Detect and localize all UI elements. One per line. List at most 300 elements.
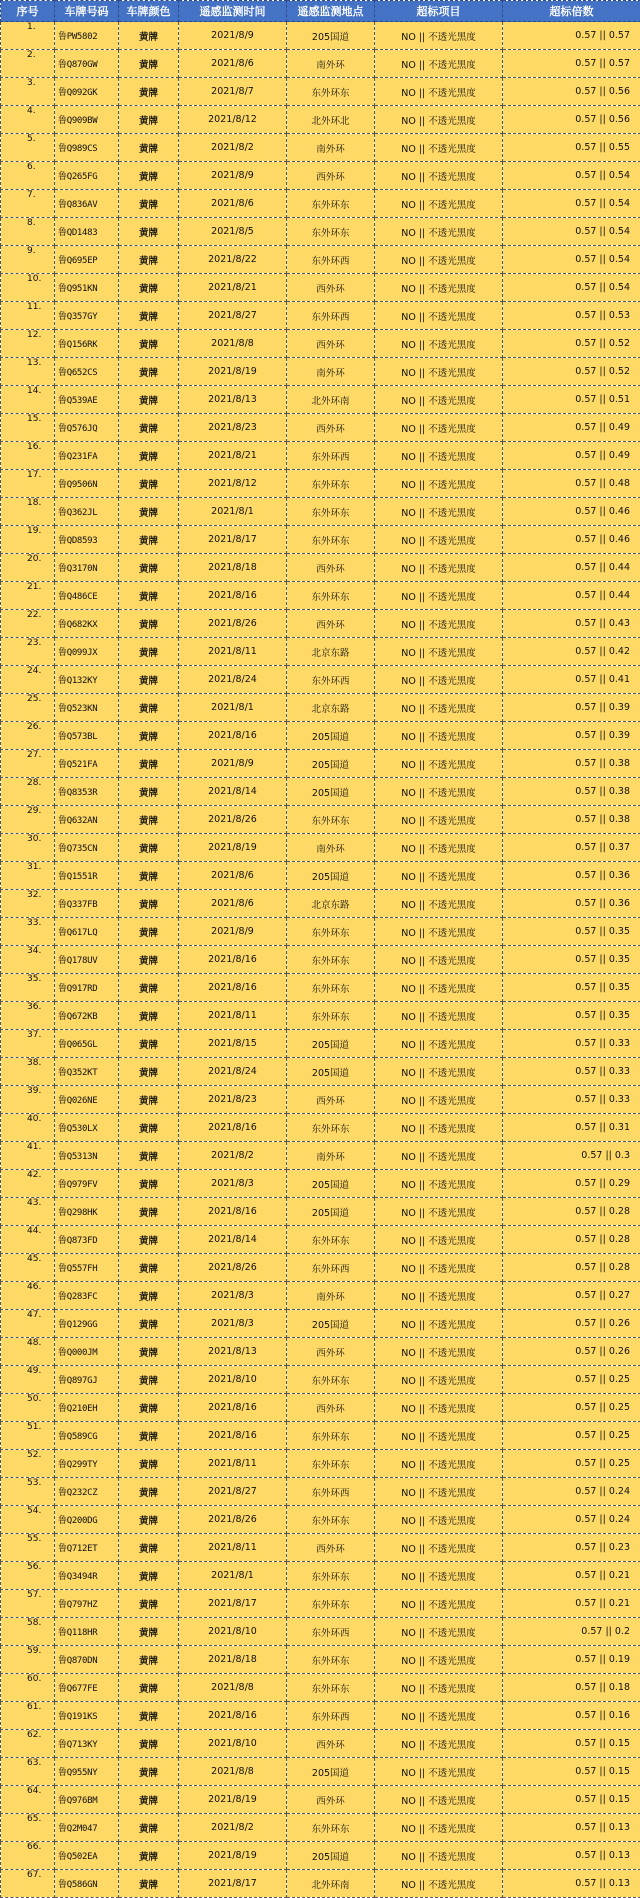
- cell-exceed-item: NO || 不透光黑度: [375, 1870, 503, 1898]
- table-row: [1, 1674, 640, 1702]
- cell-plate-color: 黄牌: [119, 274, 179, 302]
- cell-serial-number: 23.: [1, 638, 55, 666]
- cell-monitor-date: 2021/8/16: [179, 1394, 287, 1422]
- cell-monitor-location: 东外环东: [287, 78, 375, 106]
- cell-monitor-location: 东外环西: [287, 1618, 375, 1646]
- cell-exceed-item: NO || 不透光黑度: [375, 582, 503, 610]
- cell-serial-number: 4.: [1, 106, 55, 134]
- cell-monitor-location: 西外环: [287, 554, 375, 582]
- cell-exceed-item: NO || 不透光黑度: [375, 1030, 503, 1058]
- cell-serial-number: 65.: [1, 1814, 55, 1842]
- cell-plate-number: 鲁Q232CZ: [55, 1478, 119, 1506]
- header-monitor-location: 遥感监测地点: [287, 1, 375, 22]
- cell-plate-number: 鲁PW5802: [55, 22, 119, 50]
- cell-plate-color: 黄牌: [119, 974, 179, 1002]
- cell-serial-number: 38.: [1, 1058, 55, 1086]
- cell-monitor-date: 2021/8/13: [179, 1338, 287, 1366]
- cell-monitor-location: 东外环东: [287, 582, 375, 610]
- cell-plate-color: 黄牌: [119, 918, 179, 946]
- cell-exceed-item: NO || 不透光黑度: [375, 918, 503, 946]
- cell-monitor-location: 南外环: [287, 1282, 375, 1310]
- table-row: [1, 1618, 640, 1646]
- table-row: [1, 1394, 640, 1422]
- cell-exceed-multiple: 0.57 || 0.54: [503, 246, 640, 274]
- cell-exceed-multiple: 0.57 || 0.28: [503, 1198, 640, 1226]
- cell-exceed-item: NO || 不透光黑度: [375, 890, 503, 918]
- cell-plate-color: 黄牌: [119, 1002, 179, 1030]
- cell-plate-color: 黄牌: [119, 190, 179, 218]
- cell-monitor-location: 北京东路: [287, 890, 375, 918]
- table-row: [1, 1254, 640, 1282]
- cell-monitor-date: 2021/8/8: [179, 1758, 287, 1786]
- cell-exceed-item: NO || 不透光黑度: [375, 1338, 503, 1366]
- header-plate-number: 车牌号码: [55, 1, 119, 22]
- cell-plate-number: 鲁Q2M047: [55, 1814, 119, 1842]
- cell-monitor-location: 东外环东: [287, 218, 375, 246]
- cell-serial-number: 22.: [1, 610, 55, 638]
- cell-exceed-item: NO || 不透光黑度: [375, 330, 503, 358]
- cell-plate-color: 黄牌: [119, 358, 179, 386]
- cell-plate-number: 鲁Q118HR: [55, 1618, 119, 1646]
- cell-exceed-item: NO || 不透光黑度: [375, 1702, 503, 1730]
- cell-monitor-location: 东外环东: [287, 974, 375, 1002]
- cell-plate-number: 鲁Q951KN: [55, 274, 119, 302]
- cell-monitor-date: 2021/8/2: [179, 1814, 287, 1842]
- cell-monitor-location: 西外环: [287, 1534, 375, 1562]
- table-row: [1, 218, 640, 246]
- cell-monitor-location: 东外环东: [287, 1590, 375, 1618]
- cell-exceed-item: NO || 不透光黑度: [375, 1142, 503, 1170]
- table-row: [1, 554, 640, 582]
- cell-exceed-item: NO || 不透光黑度: [375, 1086, 503, 1114]
- cell-exceed-item: NO || 不透光黑度: [375, 694, 503, 722]
- cell-exceed-multiple: 0.57 || 0.27: [503, 1282, 640, 1310]
- cell-serial-number: 14.: [1, 386, 55, 414]
- cell-plate-color: 黄牌: [119, 386, 179, 414]
- cell-monitor-location: 西外环: [287, 162, 375, 190]
- cell-serial-number: 54.: [1, 1506, 55, 1534]
- cell-serial-number: 67.: [1, 1870, 55, 1898]
- cell-plate-number: 鲁Q712ET: [55, 1534, 119, 1562]
- cell-plate-color: 黄牌: [119, 1394, 179, 1422]
- cell-exceed-item: NO || 不透光黑度: [375, 218, 503, 246]
- cell-monitor-location: 205国道: [287, 1058, 375, 1086]
- cell-monitor-location: 东外环东: [287, 1002, 375, 1030]
- cell-exceed-multiple: 0.57 || 0.44: [503, 554, 640, 582]
- cell-exceed-multiple: 0.57 || 0.54: [503, 274, 640, 302]
- cell-serial-number: 16.: [1, 442, 55, 470]
- cell-plate-color: 黄牌: [119, 554, 179, 582]
- cell-plate-number: 鲁Q617LQ: [55, 918, 119, 946]
- cell-monitor-location: 东外环东: [287, 1226, 375, 1254]
- cell-monitor-location: 西外环: [287, 1086, 375, 1114]
- cell-monitor-location: 东外环东: [287, 470, 375, 498]
- cell-plate-number: 鲁Q557FH: [55, 1254, 119, 1282]
- table-row: [1, 1058, 640, 1086]
- cell-plate-color: 黄牌: [119, 1786, 179, 1814]
- cell-plate-number: 鲁Q283FC: [55, 1282, 119, 1310]
- cell-exceed-item: NO || 不透光黑度: [375, 1002, 503, 1030]
- cell-serial-number: 49.: [1, 1366, 55, 1394]
- cell-plate-color: 黄牌: [119, 1310, 179, 1338]
- cell-monitor-date: 2021/8/11: [179, 1450, 287, 1478]
- cell-monitor-location: 东外环西: [287, 666, 375, 694]
- cell-exceed-item: NO || 不透光黑度: [375, 1562, 503, 1590]
- cell-plate-number: 鲁Q523KN: [55, 694, 119, 722]
- cell-exceed-item: NO || 不透光黑度: [375, 358, 503, 386]
- cell-exceed-multiple: 0.57 || 0.21: [503, 1590, 640, 1618]
- table-row: [1, 834, 640, 862]
- cell-exceed-item: NO || 不透光黑度: [375, 1478, 503, 1506]
- cell-monitor-date: 2021/8/8: [179, 330, 287, 358]
- cell-monitor-date: 2021/8/2: [179, 134, 287, 162]
- cell-exceed-item: NO || 不透光黑度: [375, 1786, 503, 1814]
- cell-plate-number: 鲁Q099JX: [55, 638, 119, 666]
- table-row: [1, 1646, 640, 1674]
- cell-plate-number: 鲁Q065GL: [55, 1030, 119, 1058]
- table-row: [1, 1086, 640, 1114]
- cell-serial-number: 12.: [1, 330, 55, 358]
- cell-monitor-location: 205国道: [287, 1030, 375, 1058]
- table-row: [1, 330, 640, 358]
- cell-monitor-location: 205国道: [287, 722, 375, 750]
- cell-monitor-date: 2021/8/27: [179, 302, 287, 330]
- cell-plate-color: 黄牌: [119, 1226, 179, 1254]
- cell-exceed-item: NO || 不透光黑度: [375, 1114, 503, 1142]
- cell-exceed-multiple: 0.57 || 0.35: [503, 974, 640, 1002]
- cell-plate-color: 黄牌: [119, 414, 179, 442]
- cell-monitor-location: 东外环东: [287, 806, 375, 834]
- cell-exceed-item: NO || 不透光黑度: [375, 1170, 503, 1198]
- header-exceed-item: 超标项目: [375, 1, 503, 22]
- cell-serial-number: 18.: [1, 498, 55, 526]
- cell-monitor-date: 2021/8/2: [179, 1142, 287, 1170]
- cell-serial-number: 19.: [1, 526, 55, 554]
- table-row: [1, 190, 640, 218]
- cell-monitor-location: 东外环东: [287, 1562, 375, 1590]
- cell-plate-color: 黄牌: [119, 638, 179, 666]
- cell-monitor-location: 北京东路: [287, 638, 375, 666]
- cell-monitor-location: 北京东路: [287, 694, 375, 722]
- cell-monitor-location: 东外环东: [287, 1114, 375, 1142]
- cell-exceed-item: NO || 不透光黑度: [375, 1758, 503, 1786]
- cell-plate-color: 黄牌: [119, 666, 179, 694]
- cell-plate-number: 鲁Q836AV: [55, 190, 119, 218]
- header-exceed-multiple: 超标倍数: [503, 1, 640, 22]
- cell-plate-number: 鲁Q129GG: [55, 1310, 119, 1338]
- cell-plate-number: 鲁Q502EA: [55, 1842, 119, 1870]
- cell-exceed-multiple: 0.57 || 0.56: [503, 106, 640, 134]
- cell-serial-number: 61.: [1, 1702, 55, 1730]
- cell-serial-number: 29.: [1, 806, 55, 834]
- cell-exceed-multiple: 0.57 || 0.29: [503, 1170, 640, 1198]
- cell-exceed-multiple: 0.57 || 0.28: [503, 1226, 640, 1254]
- table-row: [1, 106, 640, 134]
- cell-monitor-date: 2021/8/16: [179, 946, 287, 974]
- cell-exceed-multiple: 0.57 || 0.24: [503, 1478, 640, 1506]
- cell-monitor-date: 2021/8/18: [179, 554, 287, 582]
- cell-plate-color: 黄牌: [119, 1254, 179, 1282]
- table-row: [1, 1310, 640, 1338]
- cell-serial-number: 6.: [1, 162, 55, 190]
- cell-exceed-multiple: 0.57 || 0.41: [503, 666, 640, 694]
- table-row: [1, 918, 640, 946]
- cell-plate-color: 黄牌: [119, 862, 179, 890]
- cell-monitor-location: 东外环东: [287, 946, 375, 974]
- cell-plate-color: 黄牌: [119, 1562, 179, 1590]
- table-header: [1, 1, 640, 22]
- cell-monitor-date: 2021/8/19: [179, 1842, 287, 1870]
- cell-monitor-location: 205国道: [287, 1198, 375, 1226]
- cell-monitor-date: 2021/8/17: [179, 1870, 287, 1898]
- cell-plate-number: 鲁Q672KB: [55, 1002, 119, 1030]
- cell-monitor-location: 205国道: [287, 1170, 375, 1198]
- cell-exceed-item: NO || 不透光黑度: [375, 1674, 503, 1702]
- cell-plate-number: 鲁Q586GN: [55, 1870, 119, 1898]
- cell-plate-number: 鲁Q8353R: [55, 778, 119, 806]
- cell-serial-number: 37.: [1, 1030, 55, 1058]
- table-row: [1, 526, 640, 554]
- cell-monitor-date: 2021/8/9: [179, 22, 287, 50]
- cell-exceed-multiple: 0.57 || 0.46: [503, 526, 640, 554]
- cell-monitor-location: 东外环东: [287, 1814, 375, 1842]
- cell-serial-number: 62.: [1, 1730, 55, 1758]
- cell-monitor-location: 东外环东: [287, 498, 375, 526]
- cell-plate-number: 鲁Q870GW: [55, 50, 119, 78]
- cell-monitor-date: 2021/8/19: [179, 1786, 287, 1814]
- cell-plate-color: 黄牌: [119, 498, 179, 526]
- cell-exceed-item: NO || 不透光黑度: [375, 610, 503, 638]
- table-row: [1, 78, 640, 106]
- cell-plate-color: 黄牌: [119, 1450, 179, 1478]
- cell-serial-number: 44.: [1, 1226, 55, 1254]
- cell-plate-number: 鲁Q797HZ: [55, 1590, 119, 1618]
- table-row: [1, 442, 640, 470]
- cell-monitor-date: 2021/8/10: [179, 1366, 287, 1394]
- table-row: [1, 750, 640, 778]
- cell-monitor-date: 2021/8/16: [179, 1198, 287, 1226]
- cell-plate-color: 黄牌: [119, 946, 179, 974]
- cell-exceed-item: NO || 不透光黑度: [375, 386, 503, 414]
- cell-plate-number: 鲁Q1551R: [55, 862, 119, 890]
- cell-plate-number: 鲁Q539AE: [55, 386, 119, 414]
- cell-serial-number: 47.: [1, 1310, 55, 1338]
- cell-monitor-date: 2021/8/10: [179, 1730, 287, 1758]
- cell-plate-number: 鲁Q909BW: [55, 106, 119, 134]
- table-row: [1, 1422, 640, 1450]
- cell-serial-number: 57.: [1, 1590, 55, 1618]
- cell-monitor-location: 南外环: [287, 1142, 375, 1170]
- cell-exceed-multiple: 0.57 || 0.25: [503, 1422, 640, 1450]
- cell-serial-number: 9.: [1, 246, 55, 274]
- cell-plate-color: 黄牌: [119, 834, 179, 862]
- cell-monitor-location: 东外环西: [287, 246, 375, 274]
- cell-serial-number: 56.: [1, 1562, 55, 1590]
- cell-plate-number: 鲁Q231FA: [55, 442, 119, 470]
- cell-exceed-item: NO || 不透光黑度: [375, 1282, 503, 1310]
- header-serial-number: 序号: [1, 1, 55, 22]
- cell-exceed-multiple: 0.57 || 0.54: [503, 218, 640, 246]
- cell-exceed-multiple: 0.57 || 0.43: [503, 610, 640, 638]
- cell-plate-number: 鲁QD1483: [55, 218, 119, 246]
- cell-serial-number: 34.: [1, 946, 55, 974]
- cell-exceed-item: NO || 不透光黑度: [375, 274, 503, 302]
- table-row: [1, 1450, 640, 1478]
- cell-plate-number: 鲁Q265FG: [55, 162, 119, 190]
- cell-plate-number: 鲁Q976BM: [55, 1786, 119, 1814]
- cell-monitor-location: 西外环: [287, 330, 375, 358]
- cell-plate-color: 黄牌: [119, 806, 179, 834]
- cell-exceed-item: NO || 不透光黑度: [375, 1310, 503, 1338]
- cell-monitor-date: 2021/8/18: [179, 1646, 287, 1674]
- cell-exceed-item: NO || 不透光黑度: [375, 22, 503, 50]
- cell-monitor-location: 东外环东: [287, 1366, 375, 1394]
- cell-plate-color: 黄牌: [119, 1478, 179, 1506]
- cell-monitor-location: 北外环北: [287, 106, 375, 134]
- cell-monitor-location: 东外环东: [287, 190, 375, 218]
- table-row: [1, 50, 640, 78]
- table-row: [1, 1730, 640, 1758]
- cell-exceed-multiple: 0.57 || 0.46: [503, 498, 640, 526]
- cell-exceed-multiple: 0.57 || 0.16: [503, 1702, 640, 1730]
- cell-exceed-multiple: 0.57 || 0.55: [503, 134, 640, 162]
- cell-exceed-item: NO || 不透光黑度: [375, 834, 503, 862]
- cell-plate-color: 黄牌: [119, 302, 179, 330]
- table-row: [1, 890, 640, 918]
- cell-serial-number: 32.: [1, 890, 55, 918]
- cell-exceed-multiple: 0.57 || 0.2: [503, 1618, 640, 1646]
- cell-plate-color: 黄牌: [119, 1198, 179, 1226]
- cell-monitor-location: 西外环: [287, 1394, 375, 1422]
- table-row: [1, 638, 640, 666]
- cell-serial-number: 43.: [1, 1198, 55, 1226]
- cell-monitor-location: 西外环: [287, 1338, 375, 1366]
- cell-monitor-location: 205国道: [287, 750, 375, 778]
- cell-plate-number: 鲁Q486CE: [55, 582, 119, 610]
- cell-exceed-item: NO || 不透光黑度: [375, 1590, 503, 1618]
- header-monitor-date: 遥感监测时间: [179, 1, 287, 22]
- cell-exceed-multiple: 0.57 || 0.33: [503, 1030, 640, 1058]
- cell-plate-number: 鲁Q589CG: [55, 1422, 119, 1450]
- cell-serial-number: 40.: [1, 1114, 55, 1142]
- cell-monitor-date: 2021/8/1: [179, 498, 287, 526]
- table-row: [1, 582, 640, 610]
- table-row: [1, 1758, 640, 1786]
- cell-exceed-multiple: 0.57 || 0.25: [503, 1394, 640, 1422]
- cell-serial-number: 33.: [1, 918, 55, 946]
- cell-exceed-multiple: 0.57 || 0.28: [503, 1254, 640, 1282]
- cell-monitor-date: 2021/8/21: [179, 442, 287, 470]
- cell-plate-number: 鲁Q000JM: [55, 1338, 119, 1366]
- cell-monitor-date: 2021/8/19: [179, 834, 287, 862]
- cell-plate-color: 黄牌: [119, 134, 179, 162]
- cell-exceed-item: NO || 不透光黑度: [375, 470, 503, 498]
- cell-monitor-location: 205国道: [287, 1842, 375, 1870]
- cell-plate-number: 鲁Q352KT: [55, 1058, 119, 1086]
- cell-exceed-multiple: 0.57 || 0.36: [503, 862, 640, 890]
- cell-monitor-date: 2021/8/13: [179, 386, 287, 414]
- cell-monitor-date: 2021/8/3: [179, 1170, 287, 1198]
- cell-monitor-location: 南外环: [287, 134, 375, 162]
- cell-plate-color: 黄牌: [119, 750, 179, 778]
- cell-exceed-item: NO || 不透光黑度: [375, 1506, 503, 1534]
- cell-exceed-multiple: 0.57 || 0.26: [503, 1338, 640, 1366]
- cell-monitor-location: 南外环: [287, 50, 375, 78]
- cell-plate-color: 黄牌: [119, 442, 179, 470]
- cell-serial-number: 15.: [1, 414, 55, 442]
- cell-plate-number: 鲁Q735CN: [55, 834, 119, 862]
- cell-monitor-date: 2021/8/16: [179, 1114, 287, 1142]
- cell-monitor-date: 2021/8/11: [179, 1002, 287, 1030]
- cell-plate-number: 鲁Q573BL: [55, 722, 119, 750]
- cell-exceed-multiple: 0.57 || 0.18: [503, 1674, 640, 1702]
- cell-exceed-multiple: 0.57 || 0.33: [503, 1058, 640, 1086]
- cell-monitor-date: 2021/8/7: [179, 78, 287, 106]
- cell-monitor-date: 2021/8/6: [179, 890, 287, 918]
- cell-exceed-item: NO || 不透光黑度: [375, 1422, 503, 1450]
- cell-exceed-multiple: 0.57 || 0.42: [503, 638, 640, 666]
- cell-plate-number: 鲁Q897GJ: [55, 1366, 119, 1394]
- cell-plate-number: 鲁Q530LX: [55, 1114, 119, 1142]
- cell-serial-number: 52.: [1, 1450, 55, 1478]
- cell-plate-number: 鲁Q677FE: [55, 1674, 119, 1702]
- cell-monitor-location: 东外环西: [287, 302, 375, 330]
- cell-plate-color: 黄牌: [119, 50, 179, 78]
- cell-plate-color: 黄牌: [119, 890, 179, 918]
- table-row: [1, 386, 640, 414]
- table-row: [1, 1842, 640, 1870]
- cell-plate-color: 黄牌: [119, 1590, 179, 1618]
- table-row: [1, 666, 640, 694]
- cell-exceed-item: NO || 不透光黑度: [375, 946, 503, 974]
- cell-serial-number: 20.: [1, 554, 55, 582]
- cell-monitor-date: 2021/8/27: [179, 1478, 287, 1506]
- cell-exceed-item: NO || 不透光黑度: [375, 1058, 503, 1086]
- cell-exceed-multiple: 0.57 || 0.26: [503, 1310, 640, 1338]
- cell-serial-number: 28.: [1, 778, 55, 806]
- cell-exceed-multiple: 0.57 || 0.57: [503, 50, 640, 78]
- table-row: [1, 498, 640, 526]
- cell-exceed-multiple: 0.57 || 0.13: [503, 1842, 640, 1870]
- table-row: [1, 1870, 640, 1898]
- cell-exceed-multiple: 0.57 || 0.33: [503, 1086, 640, 1114]
- cell-monitor-date: 2021/8/12: [179, 106, 287, 134]
- table-row: [1, 974, 640, 1002]
- cell-plate-number: 鲁Q870DN: [55, 1646, 119, 1674]
- table-row: [1, 1534, 640, 1562]
- cell-exceed-item: NO || 不透光黑度: [375, 806, 503, 834]
- cell-exceed-item: NO || 不透光黑度: [375, 974, 503, 1002]
- table-row: [1, 946, 640, 974]
- table-row: [1, 274, 640, 302]
- cell-plate-number: 鲁Q178UV: [55, 946, 119, 974]
- cell-exceed-multiple: 0.57 || 0.54: [503, 162, 640, 190]
- cell-monitor-date: 2021/8/23: [179, 1086, 287, 1114]
- table-row: [1, 1030, 640, 1058]
- cell-plate-color: 黄牌: [119, 1058, 179, 1086]
- cell-plate-color: 黄牌: [119, 1366, 179, 1394]
- cell-serial-number: 58.: [1, 1618, 55, 1646]
- cell-exceed-multiple: 0.57 || 0.21: [503, 1562, 640, 1590]
- cell-plate-number: 鲁Q299TY: [55, 1450, 119, 1478]
- cell-exceed-item: NO || 不透光黑度: [375, 1618, 503, 1646]
- cell-plate-color: 黄牌: [119, 162, 179, 190]
- cell-exceed-item: NO || 不透光黑度: [375, 246, 503, 274]
- cell-plate-number: 鲁Q357GY: [55, 302, 119, 330]
- cell-serial-number: 59.: [1, 1646, 55, 1674]
- cell-exceed-multiple: 0.57 || 0.56: [503, 78, 640, 106]
- cell-exceed-multiple: 0.57 || 0.15: [503, 1786, 640, 1814]
